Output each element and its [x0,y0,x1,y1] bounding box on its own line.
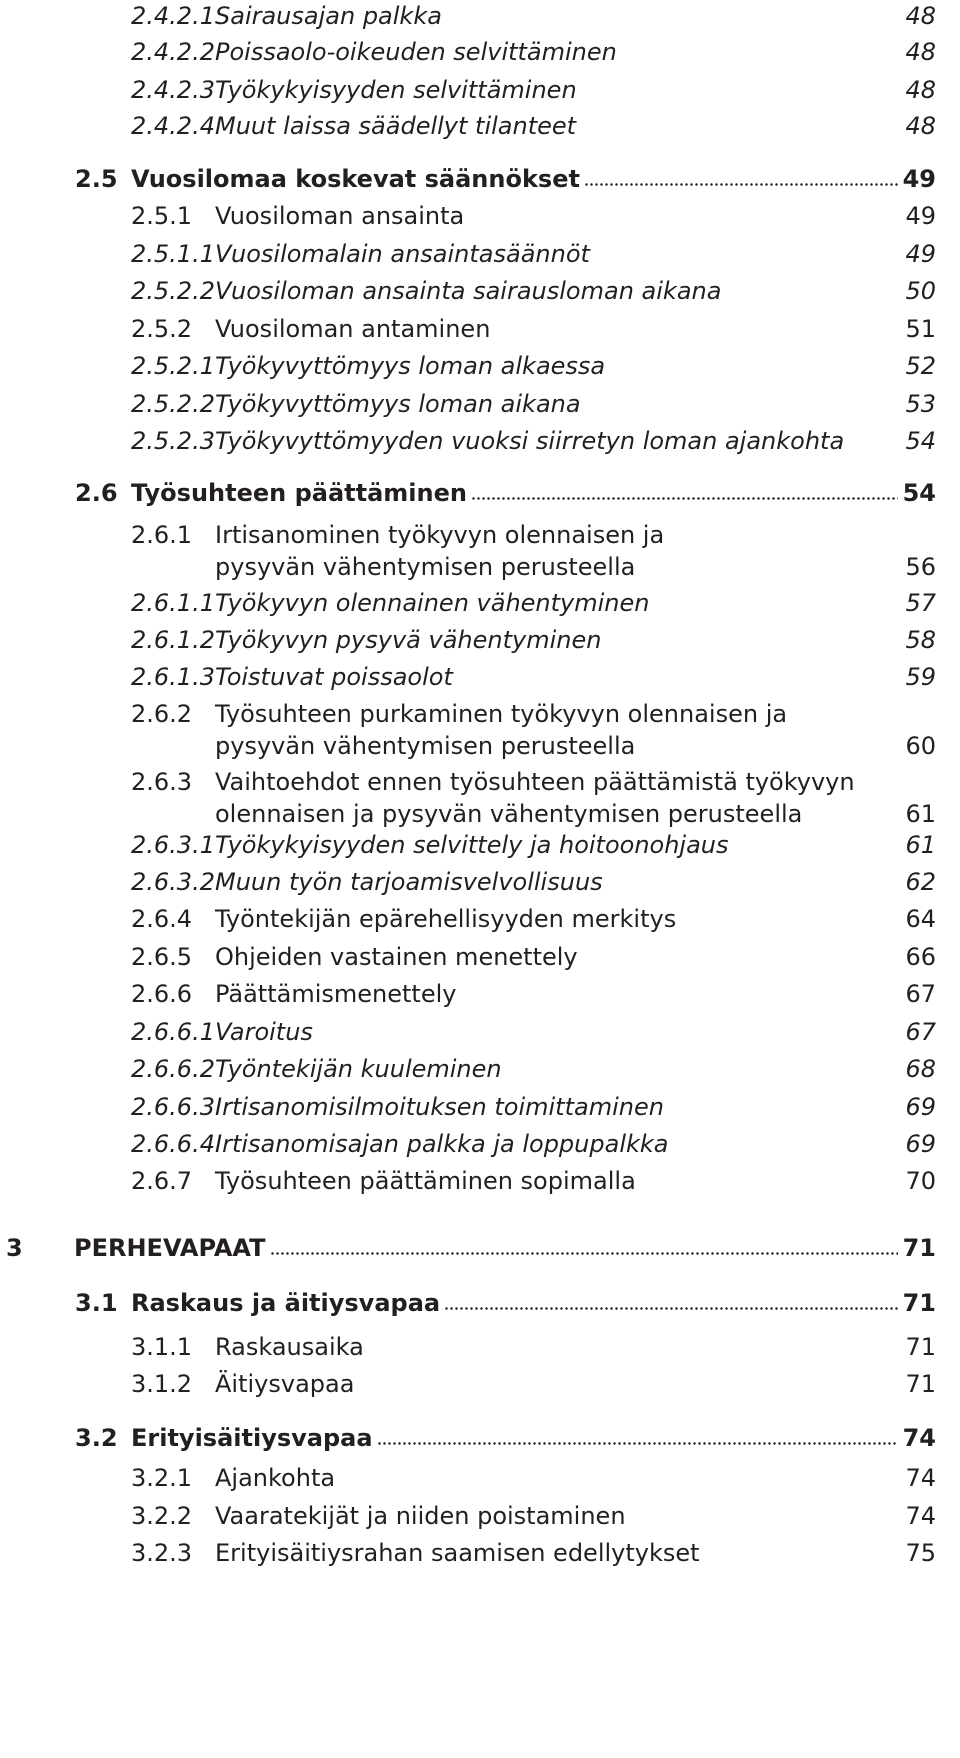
toc-entry-number: 3.2.2 [131,1502,193,1530]
toc-entry-page: 68 [905,1055,936,1083]
toc-entry-page: 74 [905,1464,936,1492]
toc-entry-title: Vuosiloman antaminen [215,315,491,343]
toc-entry-number: 2.4.2.3 [131,76,215,104]
toc-entry-page: 67 [905,1018,936,1046]
toc-entry-number: 2.6.4 [131,905,193,933]
toc-entry-number: 2.6.1 [131,521,193,549]
toc-entry-title: Erityisäitiysrahan saamisen edellytykset [215,1539,700,1567]
toc-entry[interactable] [0,661,960,693]
toc-entry[interactable] [0,1091,960,1123]
toc-entry-number: 2.5 [75,165,118,193]
toc-entry-title: Vuosiloman ansainta [215,202,465,230]
toc-entry-title: Vaaratekijät ja niiden poistaminen [215,1502,626,1530]
toc-entry-title: Irtisanomisajan palkka ja loppupalkka [215,1130,669,1158]
toc-entry-number: 2.5.1.1 [131,240,215,268]
toc-entry-number: 2.4.2.4 [131,112,215,140]
toc-entry[interactable] [0,425,960,457]
toc-entry-title: Ohjeiden vastainen menettely [215,943,578,971]
toc-entry-number: 2.4.2.1 [131,2,215,30]
toc-entry-number: 3.2 [75,1424,118,1452]
toc-entry[interactable] [0,766,960,832]
toc-entry-title-line: Vaihtoehdot ennen työsuhteen päättämistä työkyvyn [215,768,855,796]
toc-entry[interactable] [0,903,960,935]
toc-entry-page: 71 [905,1333,936,1361]
toc-entry-title [215,519,664,583]
toc-entry-page: 49 [905,240,936,268]
toc-entry[interactable] [0,1500,960,1532]
toc-entry-title: Irtisanomisilmoituksen toimittaminen [215,1093,664,1121]
toc-entry-page: 70 [905,1167,936,1195]
toc-entry[interactable] [0,624,960,656]
toc-entry-page: 71 [902,1234,936,1262]
toc-entry[interactable] [0,1232,960,1264]
toc-entry-page: 61 [905,800,936,828]
toc-entry-page: 64 [905,905,936,933]
toc-entry-title [215,698,787,762]
dot-leader [471,481,898,501]
toc-entry-title: Vuosilomalain ansaintasäännöt [215,240,590,268]
toc-entry-number: 2.6.6.1 [131,1018,215,1046]
toc-entry-title: Työsuhteen päättäminen sopimalla [215,1167,636,1195]
toc-entry-title-line: Työsuhteen purkaminen työkyvyn olennaisen ja [215,700,788,728]
toc-entry-title: Muut laissa säädellyt tilanteet [215,112,577,140]
toc-entry-title: Poissaolo-oikeuden selvittäminen [215,38,617,66]
toc-entry-number: 2.6.2 [131,700,193,728]
toc-entry-title: PERHEVAPAAT [74,1234,266,1262]
toc-entry[interactable] [0,163,960,195]
toc-entry[interactable] [0,1128,960,1160]
toc-entry[interactable] [0,1368,960,1400]
toc-entry[interactable] [0,275,960,307]
toc-entry-title: Työkykyisyyden selvittely ja hoitoonohjaus [215,831,729,859]
toc-entry-page: 74 [902,1424,936,1452]
toc-entry-title-line: olennaisen ja pysyvän vähentymisen perusteella [215,800,803,828]
toc-entry-number: 2.6.1.2 [131,626,215,654]
toc-entry-page: 61 [905,831,936,859]
toc-entry-title: Työntekijän epärehellisyyden merkitys [215,905,677,933]
toc-entry-number: 2.6.5 [131,943,193,971]
toc-entry-page: 62 [905,868,936,896]
toc-entry-number: 2.5.2.3 [131,427,215,455]
toc-entry[interactable] [0,313,960,345]
toc-entry[interactable] [0,941,960,973]
toc-entry-number: 2.6.3.1 [131,831,215,859]
toc-entry[interactable] [0,587,960,619]
toc-entry-number: 3.2.3 [131,1539,193,1567]
toc-entry-number: 2.6.1.3 [131,663,215,691]
toc-entry-page: 67 [905,980,936,1008]
toc-entry-number: 2.6.3 [131,768,193,796]
toc-entry-page: 48 [905,38,936,66]
toc-entry-number: 2.6.3.2 [131,868,215,896]
toc-entry-number: 2.5.1 [131,202,193,230]
toc-entry[interactable] [0,1053,960,1085]
toc-entry-page: 57 [905,589,936,617]
toc-entry[interactable] [0,388,960,420]
toc-entry-page: 59 [905,663,936,691]
toc-entry[interactable] [0,698,960,764]
toc-entry-page: 52 [905,352,936,380]
toc-entry-number: 3.1 [75,1289,118,1317]
toc-entry[interactable] [0,519,960,585]
toc-entry[interactable] [0,829,960,861]
toc-entry-number: 2.5.2 [131,315,193,343]
toc-entry-title-line: Irtisanominen työkyvyn olennaisen ja [215,521,665,549]
toc-entry-title: Työkyvyttömyys loman aikana [215,390,581,418]
dot-leader [377,1426,898,1446]
toc-entry-number: 2.4.2.2 [131,38,215,66]
toc-entry-title-line: pysyvän vähentymisen perusteella [215,732,636,760]
toc-entry-page: 53 [905,390,936,418]
toc-entry-title: Äitiysvapaa [215,1370,355,1398]
toc-entry-page: 56 [905,553,936,581]
toc-entry[interactable] [0,1462,960,1494]
toc-entry-number: 2.5.2.2 [131,277,215,305]
toc-entry-title: Työkyvyn pysyvä vähentyminen [215,626,602,654]
toc-entry-page: 58 [905,626,936,654]
toc-entry-title-line: pysyvän vähentymisen perusteella [215,553,636,581]
toc-entry-number: 2.5.2.2 [131,390,215,418]
toc-entry[interactable] [0,238,960,270]
toc-entry-title: Raskausaika [215,1333,364,1361]
toc-entry-number: 2.6.6.4 [131,1130,215,1158]
toc-entry-title: Toistuvat poissaolot [215,663,453,691]
toc-entry-title: Työkyvyttömyyden vuoksi siirretyn loman ajankohta [215,427,845,455]
toc-entry-page: 60 [905,732,936,760]
toc-entry-title: Työkyvyn olennainen vähentyminen [215,589,650,617]
toc-entry-page: 69 [905,1130,936,1158]
toc-entry-number: 3.2.1 [131,1464,193,1492]
toc-entry-title: Vuosiloman ansainta sairausloman aikana [215,277,722,305]
toc-entry-page: 69 [905,1093,936,1121]
toc-entry[interactable] [0,1165,960,1197]
toc-entry[interactable] [0,477,960,509]
toc-entry[interactable] [0,74,960,106]
toc-entry-title: Työsuhteen päättäminen [131,479,467,507]
toc-entry-page: 74 [905,1502,936,1530]
toc-entry-page: 75 [905,1539,936,1567]
toc-entry-title: Ajankohta [215,1464,336,1492]
toc-entry-page: 54 [902,479,936,507]
toc-entry-title: Työkyvyttömyys loman alkaessa [215,352,606,380]
toc-entry-title: Muun työn tarjoamisvelvollisuus [215,868,603,896]
toc-entry-page: 48 [905,2,936,30]
toc-entry-page: 50 [905,277,936,305]
toc-entry[interactable] [0,0,960,32]
toc-entry-title: Erityisäitiysvapaa [131,1424,373,1452]
toc-entry-page: 54 [905,427,936,455]
toc-entry-page: 48 [905,76,936,104]
toc-entry-page: 71 [902,1289,936,1317]
toc-entry[interactable] [0,1537,960,1569]
toc-entry-page: 49 [902,165,936,193]
toc-entry-title: Vuosilomaa koskevat säännökset [131,165,580,193]
dot-leader [584,167,898,187]
toc-entry-number: 3 [6,1234,23,1262]
toc-entry-number: 2.6.7 [131,1167,193,1195]
toc-entry-title: Sairausajan palkka [215,2,442,30]
toc-entry-title: Varoitus [215,1018,313,1046]
toc-entry-title: Työntekijän kuuleminen [215,1055,502,1083]
toc-entry[interactable] [0,200,960,232]
toc-entry-number: 2.6.6.2 [131,1055,215,1083]
toc-entry[interactable] [0,1016,960,1048]
dot-leader [444,1291,898,1311]
toc-entry[interactable] [0,1422,960,1454]
toc-entry-number: 2.6.1.1 [131,589,215,617]
toc-entry-title: Päättämismenettely [215,980,457,1008]
toc-entry[interactable] [0,866,960,898]
toc-entry[interactable] [0,36,960,68]
toc-entry-number: 2.5.2.1 [131,352,215,380]
toc-entry[interactable] [0,110,960,142]
toc-entry-page: 71 [905,1370,936,1398]
toc-entry-number: 2.6.6 [131,980,193,1008]
toc-entry-number: 2.6.6.3 [131,1093,215,1121]
dot-leader [270,1236,898,1256]
toc-entry[interactable] [0,350,960,382]
toc-entry-title: Työkykyisyyden selvittäminen [215,76,577,104]
toc-entry[interactable] [0,1287,960,1319]
toc-entry-page: 51 [905,315,936,343]
toc-entry-page: 48 [905,112,936,140]
toc-entry-title: Raskaus ja äitiysvapaa [131,1289,441,1317]
toc-entry-number: 2.6 [75,479,118,507]
toc-entry-number: 3.1.2 [131,1370,193,1398]
toc-entry-page: 66 [905,943,936,971]
toc-entry-page: 49 [905,202,936,230]
toc-entry-number: 3.1.1 [131,1333,193,1361]
toc-entry[interactable] [0,978,960,1010]
toc-entry-title [215,766,855,830]
toc-entry[interactable] [0,1331,960,1363]
